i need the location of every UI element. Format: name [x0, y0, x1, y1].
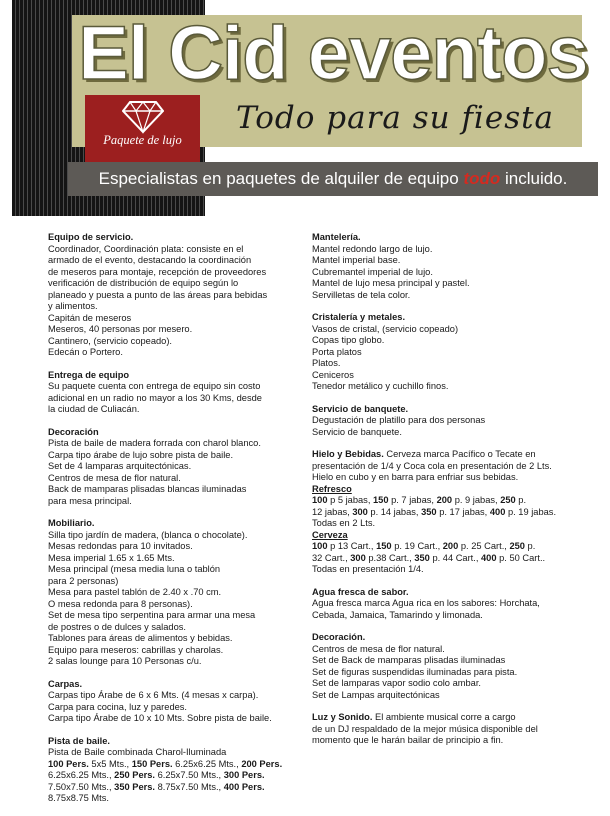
text-line: 100 p 5 jabas, 150 p. 7 jabas, 200 p. 9 jabas, 250 p. [312, 495, 527, 505]
text-line: Su paquete cuenta con entrega de equipo sin costo [48, 381, 261, 391]
text-line: Carpa para cocina, luz y paredes. [48, 701, 188, 712]
text-line: Luz y Sonido. El ambiente musical corre a cargo [312, 712, 516, 722]
section-title: Entrega de equipo [48, 369, 130, 380]
text-line: Hielo y Bebidas. Cerveza marca Pacífico o Tecate en [312, 449, 536, 459]
section-decoracion [48, 427, 298, 508]
text-line: Centros de mesa de flor natural. [48, 472, 181, 483]
text-line: Mantel imperial base. [312, 255, 401, 265]
section-title: Agua fresca de sabor. [312, 586, 409, 597]
text-line: Tenedor metálico y cuchillo finos. [312, 381, 449, 391]
text-line: de meseros para montaje, recepción de proveedores [48, 266, 267, 277]
section-title: Servicio de banquete. [312, 403, 409, 414]
right-column [312, 232, 597, 758]
text-line: Silla tipo jardín de madera, (blanca o chocolate). [48, 529, 248, 540]
text-line: Set de Back de mamparas plisadas iluminadas [312, 655, 506, 665]
refresco-title: Refresco [312, 483, 352, 494]
text-line: 100 Pers. 5x5 Mts., 150 Pers. 6.25x6.25 Mts., 200 Pers. [48, 758, 283, 769]
text-line: Platos. [312, 358, 341, 368]
text-line: Vasos de cristal, (servicio copeado) [312, 323, 459, 334]
text-line: verificación de distribución de equipo según lo [48, 278, 239, 288]
text-line: presentación de 1/4 y Coca cola en presentación de 2 Lts. [312, 460, 552, 471]
section-carpas [48, 679, 298, 725]
brand-title: El Cid eventos [78, 11, 588, 96]
text-line: para 2 personas) [48, 575, 119, 586]
section-hielo [312, 449, 597, 576]
text-line: Carpas tipo Árabe de 6 x 6 Mts. (4 mesas x carpa). [48, 690, 259, 700]
text-line: Pista de baile de madera forrada con charol blanco. [48, 438, 261, 448]
text-line: Cantinero, (servicio copeado). [48, 335, 173, 346]
text-line: Mantel de lujo mesa principal y pastel. [312, 278, 470, 288]
text-line: de un DJ respaldado de la mejor música disponible del [312, 723, 538, 734]
specialists-text: Especialistas en paquetes de alquiler de equipo todo incluido. [98, 169, 568, 188]
text-line: Servicio de banquete. [312, 426, 402, 437]
section-cristaleria [312, 312, 597, 393]
text-line: armado de el evento, destacando la coordinación [48, 255, 252, 265]
section-equipo [48, 232, 298, 359]
section-mobiliario [48, 518, 298, 668]
section-decoracion-2 [312, 632, 597, 701]
tagline: Todo para su fiesta [235, 100, 555, 136]
text-line: Servilletas de tela color. [312, 289, 411, 300]
text-line: Todas en presentación 1/4. [312, 564, 424, 574]
text-line: Mesas redondas para 10 invitados. [48, 541, 193, 551]
text-line: Agua fresca marca Agua rica en los sabores: Horchata, [312, 598, 540, 608]
text-line: Back de mamparas plisadas blancas iluminadas [48, 484, 247, 494]
text-line: Mesa para pastel tablón de 2.40 x .70 cm. [48, 587, 222, 597]
text-line: Set de lamparas vapor sodio colo ambar. [312, 678, 481, 688]
text-line: momento que le harán bailar de principio a fin. [312, 735, 504, 745]
text-line: Carpa tipo árabe de lujo sobre pista de baile. [48, 449, 234, 460]
text-line: planeado y puesta a punto de las áreas para bebidas [48, 289, 268, 300]
text-line: Set de figuras suspendidas iluminadas para pista. [312, 666, 518, 677]
section-title: Luz y Sonido. [312, 712, 373, 722]
text-line: 32 Cart., 300 p.38 Cart., 350 p. 44 Cart., 400 p. 50 Cart.. [312, 552, 546, 563]
text-line: Capitán de meseros [48, 312, 132, 323]
highlight-word: todo [463, 169, 501, 188]
text-line: Cubremantel imperial de lujo. [312, 266, 433, 277]
section-title: Decoración [48, 426, 99, 437]
section-pista [48, 736, 298, 805]
text-line: Set de Lampas arquitectónicas [312, 689, 440, 700]
text-line: 12 jabas, 300 p. 14 jabas, 350 p. 17 jabas, 400 p. 19 jabas. [312, 506, 557, 517]
text-line: Mesa principal (mesa media luna o tablón [48, 564, 221, 574]
text-line: 2 salas lounge para 10 Personas c/u. [48, 656, 202, 666]
text-line: adicional en un radio no mayor a los 30 Kms, desde [48, 392, 262, 403]
text-line: Set de 4 lamparas arquitectónicas. [48, 461, 192, 471]
text-line: Todas en 2 Lts. [312, 518, 376, 528]
text-line: Mesa imperial 1.65 x 1.65 Mts. [48, 552, 175, 563]
section-agua [312, 587, 597, 622]
section-luz [312, 712, 597, 747]
section-banquete [312, 404, 597, 439]
cerveza-title: Cerveza [312, 529, 348, 540]
text-line: Meseros, 40 personas por mesero. [48, 324, 193, 334]
section-entrega [48, 370, 298, 416]
text-line: Tablones para áreas de alimentos y bebidas. [48, 633, 233, 643]
text-line: Pista de Baile combinada Charol-Iluminada [48, 747, 227, 757]
section-title: Carpas. [48, 678, 83, 689]
text-line: Edecán o Portero. [48, 347, 123, 357]
text-line: de postres o de dulces y salados. [48, 621, 186, 632]
text-line: Set de mesa tipo serpentina para armar una mesa [48, 610, 256, 620]
text-line: y alimentos. [48, 301, 98, 311]
text-line: Mantel redondo largo de lujo. [312, 243, 433, 254]
text-line: la ciudad de Culiacán. [48, 404, 140, 414]
text-line: O mesa redonda para 8 personas). [48, 598, 193, 609]
section-title: Mobiliario. [48, 518, 95, 528]
text-line: Coordinador, Coordinación plata: consiste en el [48, 243, 244, 254]
text-line: 7.50x7.50 Mts., 350 Pers. 8.75x7.50 Mts., 400 Pers. [48, 781, 265, 792]
section-title: Cristalería y metales. [312, 312, 406, 322]
text-line: 8.75x8.75 Mts. [48, 793, 109, 803]
text-line: Degustación de platillo para dos personas [312, 415, 486, 425]
left-column [48, 232, 298, 816]
text-line: 100 p 13 Cart., 150 p. 19 Cart., 200 p. 25 Cart., 250 p. [312, 541, 536, 551]
text-line: Carpa tipo Árabe de 10 x 10 Mts. Sobre pista de baile. [48, 713, 272, 723]
text-line: Centros de mesa de flor natural. [312, 643, 445, 654]
section-manteleria [312, 232, 597, 301]
text-line: Equipo para meseros: cabrillas y charolas. [48, 644, 224, 655]
section-title: Decoración. [312, 632, 366, 642]
section-title: Mantelería. [312, 232, 361, 242]
text-line: 6.25x6.25 Mts., 250 Pers. 6.25x7.50 Mts., 300 Pers. [48, 770, 265, 780]
text-line: Ceniceros [312, 369, 354, 380]
text-line: Copas tipo globo. [312, 335, 385, 345]
badge-label: Paquete de lujo [103, 133, 182, 147]
section-title: Pista de baile. [48, 735, 111, 746]
text-line: Cebada, Jamaica, Tamarindo y limonada. [312, 609, 483, 620]
text-line: Porta platos [312, 346, 362, 357]
text-line: Hielo en cubo y en barra para enfriar sus bebidas. [312, 472, 519, 482]
diamond-icon [122, 100, 164, 134]
section-title: Hielo y Bebidas. [312, 449, 384, 459]
section-title: Equipo de servicio. [48, 232, 134, 242]
text-line: para mesa principal. [48, 495, 132, 506]
